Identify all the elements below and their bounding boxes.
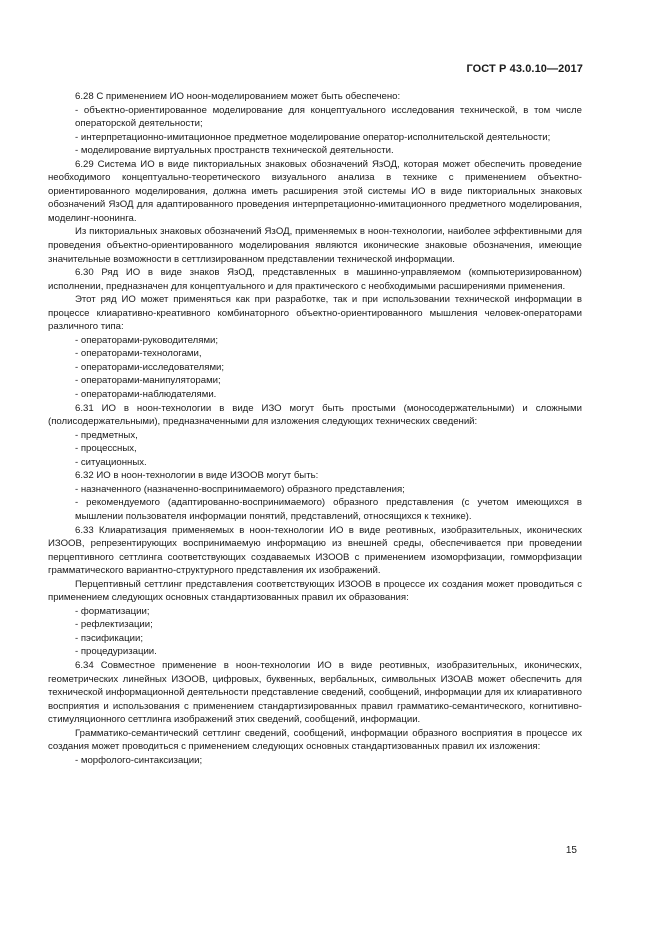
list-item: - процессных,: [75, 443, 137, 455]
list-item: - морфолого-синтаксизации;: [75, 754, 203, 766]
paragraph: Из пикториальных знаковых обозначений ЯзОД, применяемых в ноон-технологии, наиболее эффективными для проведения объектно-ориентированного моделирования являются иконические знаковые обозначения, имеющие значительные возможности в сеттлизированном представлении технической информации.: [48, 226, 582, 265]
list-item: - процедуризации.: [75, 646, 157, 658]
list-item: - моделирование виртуальных пространств технической деятельности.: [75, 145, 394, 157]
list-item: - рекомендуемого (адаптированно-воспринимаемого) образного представления (с учетом имеющихся в мышлении пользователя информации понятий, представлений, относящихся к технике).: [75, 497, 582, 522]
standard-header: ГОСТ Р 43.0.10—2017: [466, 63, 583, 75]
list-item: - назначенного (назначенно-воспринимаемого) образного представления;: [75, 483, 405, 495]
paragraph: 6.30 Ряд ИО в виде знаков ЯзОД, представленных в машинно-управляемом (компьютеризированном) исполнении, предназначен для концептуального и для практического с необходимыми расширениями применения.: [48, 267, 582, 292]
list-item: - операторами-наблюдателями.: [75, 389, 217, 401]
paragraph: Перцептивный сеттлинг представления соответствующих ИЗООВ в процессе их создания может проводиться с применением следующих основных стандартизованных правил их образования:: [48, 578, 582, 604]
document-body: [48, 90, 582, 767]
list-item: - операторами-манипуляторами;: [75, 375, 221, 387]
paragraph: 6.33 Клиаратизация применяемых в ноон-технологии ИО в виде реотивных, изобразительных, иконических ИЗООВ, репрезентирующих воспринимаемую информацию из внешней среды, обеспечивается при проведении перцептивного сеттлинга соответствующих создаваемых ИЗООВ с применением изоморфизации, гомморфизации грамматического вариантно-структурного представления их изображений.: [48, 524, 582, 577]
paragraph: Грамматико-семантический сеттлинг сведений, сообщений, информации образного восприятия в процессе их создания может проводиться с применением следующих основных стандартизованных правил их изложения:: [48, 727, 582, 753]
paragraph: 6.34 Совместное применение в ноон-технологии ИО в виде реотивных, изобразительных, иконических, геометрических линейных ИЗООВ, цифровых, буквенных, вербальных, символьных ИЗОАВ может обеспечить для технической информационной деятельности представление сведений, сообщений, информации для их клиаративного восприятия и использования с применением стандартизированных правил грамматико-семантического, когнитивно-стимуляционного сеттлинга изображений этих сведений, сообщений, информации.: [48, 659, 582, 726]
list-item: - интерпретационно-имитационное предметное моделирование оператор-исполнительской деятельности;: [75, 131, 551, 143]
list-item: - операторами-исследователями;: [75, 361, 225, 373]
list-item: - предметных,: [75, 429, 138, 441]
paragraph: 6.32 ИО в ноон-технологии в виде ИЗООВ могут быть:: [75, 470, 319, 482]
paragraph: 6.28 С применением ИО ноон-моделированием может быть обеспечено:: [75, 91, 401, 102]
list-item: - пэсификации;: [75, 632, 143, 644]
list-item: - операторами-технологами,: [75, 348, 202, 360]
list-item: - рефлектизации;: [75, 619, 153, 631]
list-item: - ситуационных.: [75, 456, 147, 468]
page-number: 15: [565, 845, 577, 856]
list-item: - объектно-ориентированное моделирование для концептуального исследования технической, в том числе операторской деятельности;: [75, 104, 582, 130]
list-item: - форматизации;: [75, 605, 150, 617]
paragraph: Этот ряд ИО может применяться как при разработке, так и при использовании технической информации в процессе клиаративно-креативного комбинаторного объектно-ориентированного мышления человек-операторами различного типа:: [48, 294, 582, 333]
paragraph: 6.31 ИО в ноон-технологии в виде ИЗО могут быть простыми (моносодержательными) и сложными (полисодержательными), предназначенными для изложения следующих технических сведений:: [48, 402, 582, 428]
list-item: - операторами-руководителями;: [75, 334, 219, 346]
paragraph: 6.29 Система ИО в виде пикториальных знаковых обозначений ЯзОД, которая может обеспечить проведение необходимого концептуально-теоретического визуального анализа в технике с применением объектно-ориентированного моделирования, должна иметь расширения этой системы ИО в виде пикториальных знаковых обозначений ЯзОД для адаптированного проведения интерпретационно-имитационного предметного моделирования, моделинг-ноонинга.: [48, 158, 582, 224]
